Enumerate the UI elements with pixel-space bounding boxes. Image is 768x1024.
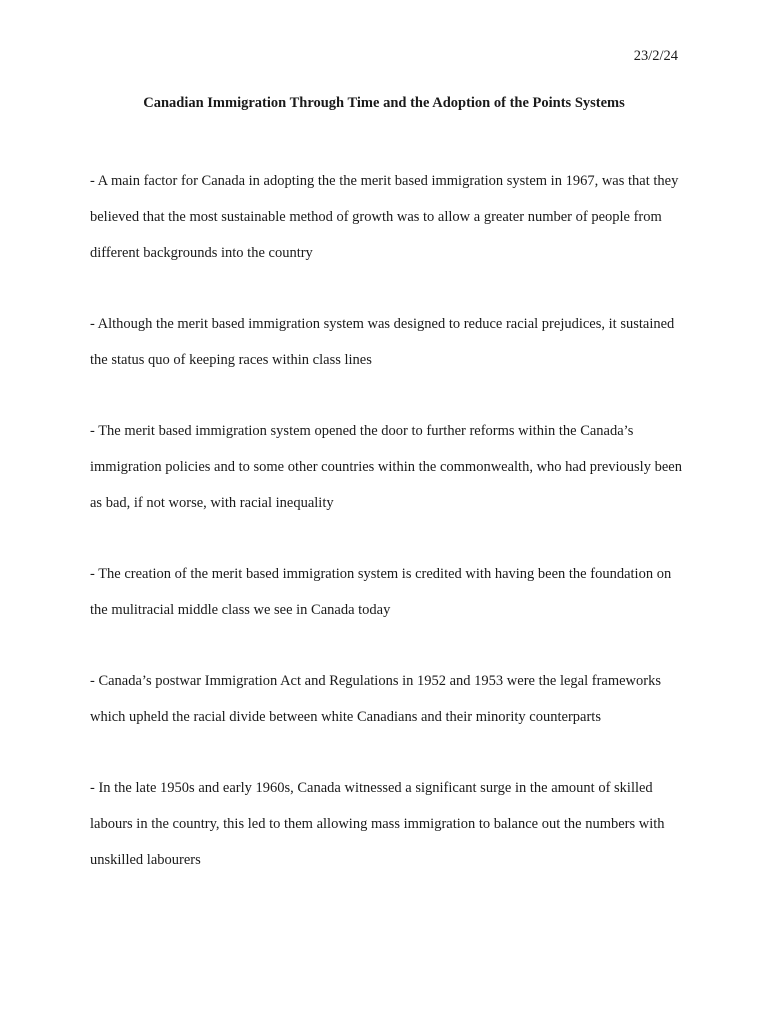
- note-item: - In the late 1950s and early 1960s, Canada witnessed a significant surge in the amount of skilled labours in the country, this led to them allowing mass immigration to balance out the numbers with unskilled labourers: [90, 780, 665, 868]
- note-item: - Canada’s postwar Immigration Act and Regulations in 1952 and 1953 were the legal frameworks which upheld the racial divide between white Canadians and their minority counterparts: [90, 673, 661, 725]
- notes-list: [90, 163, 690, 913]
- note-item: - A main factor for Canada in adopting the the merit based immigration system in 1967, was that they believed that the most sustainable method of growth was to allow a greater number of people from different backgrounds into the country: [90, 173, 679, 261]
- note-item: - The creation of the merit based immigration system is credited with having been the foundation on the mulitracial middle class we see in Canada today: [90, 566, 672, 618]
- document-title: Canadian Immigration Through Time and the Adoption of the Points Systems: [143, 95, 625, 111]
- note-item: - Although the merit based immigration system was designed to reduce racial prejudices, it sustained the status quo of keeping races within class lines: [90, 316, 675, 368]
- document-date: 23/2/24: [633, 48, 678, 64]
- note-item: - The merit based immigration system opened the door to further reforms within the Canada’s immigration policies and to some other countries within the commonwealth, who had previously been as bad, if not worse, with racial inequality: [90, 423, 682, 511]
